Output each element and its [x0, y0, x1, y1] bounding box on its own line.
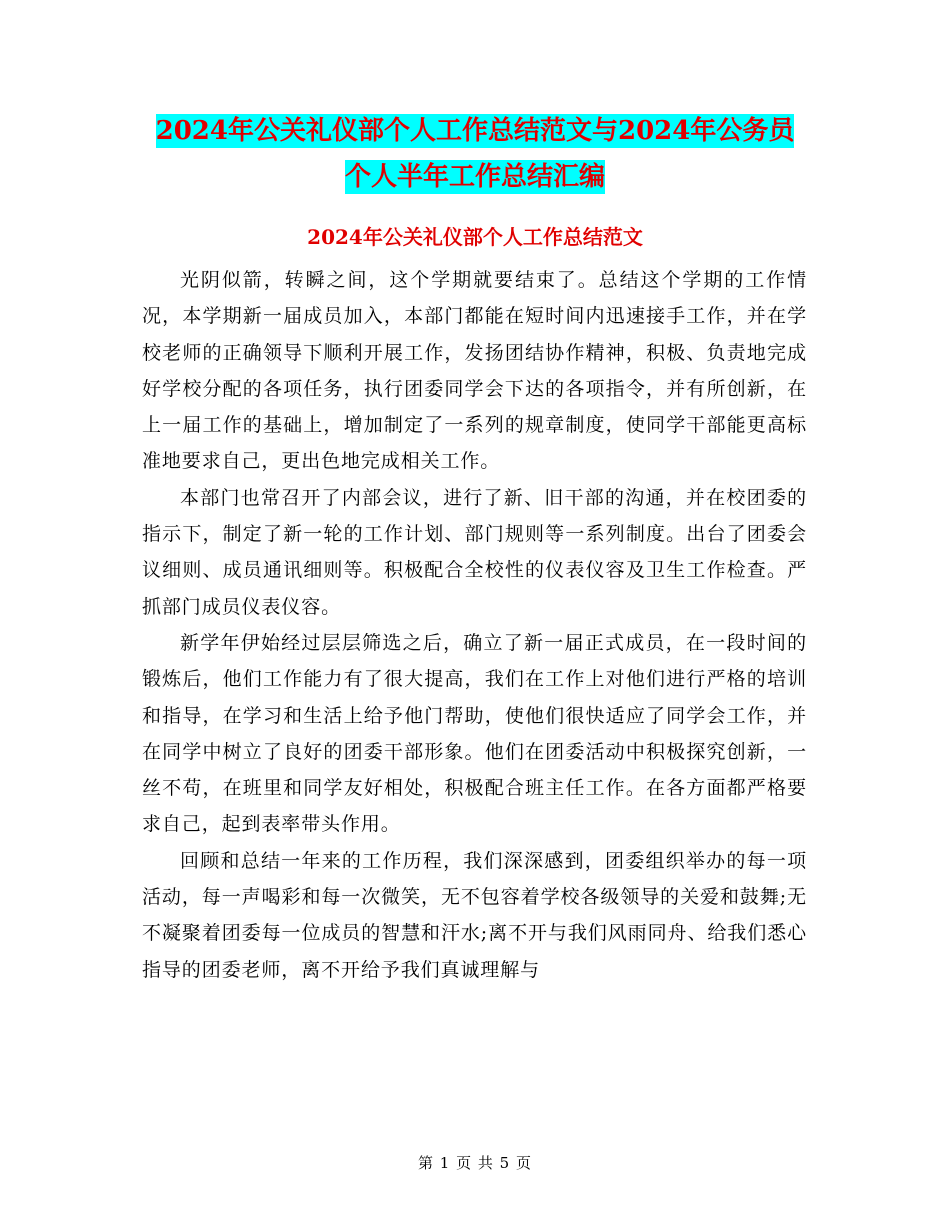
title-line-1: 2024年公关礼仪部个人工作总结范文与2024年公务员 — [155, 116, 795, 146]
paragraph-4: 回顾和总结一年来的工作历程，我们深深感到，团委组织举办的每一项活动，每一声喝彩和每一次微笑，无不包容着学校各级领导的关爱和鼓舞;无不凝聚着团委每一位成员的智慧和汗水;离不开与我们风雨同舟、给我们悉心指导的团委老师，离不开给予我们真诚理解与 — [142, 849, 807, 981]
paragraph-1: 光阴似箭，转瞬之间，这个学期就要结束了。总结这个学期的工作情况，本学期新一届成员加入，本部门都能在短时间内迅速接手工作，并在学校老师的正确领导下顺利开展工作，发扬团结协作精神，积极、负责地完成好学校分配的各项任务，执行团委同学会下达的各项指令，并有所创新，在上一届工作的基础上，增加制定了一系列的规章制度，使同学干部能更高标准地要求自己，更出色地完成相关工作。 — [142, 269, 807, 473]
section-heading: 2024年公关礼仪部个人工作总结范文 — [307, 225, 643, 249]
paragraph-2: 本部门也常召开了内部会议，进行了新、旧干部的沟通，并在校团委的指示下，制定了新一轮的工作计划、部门规则等一系列制度。出台了团委会议细则、成员通讯细则等。积极配合全校性的仪表仪容及卫生工作检查。严抓部门成员仪表仪容。 — [142, 486, 807, 618]
paragraph-3: 新学年伊始经过层层筛选之后，确立了新一届正式成员，在一段时间的锻炼后，他们工作能力有了很大提高，我们在工作上对他们进行严格的培训和指导，在学习和生活上给予他门帮助，使他们很快适应了同学会工作，并在同学中树立了良好的团委干部形象。他们在团委活动中积极探究创新，一丝不苟，在班里和同学友好相处，积极配合班主任工作。在各方面都严格要求自己，起到表率带头作用。 — [142, 631, 807, 836]
page-number-footer: 第 1 页 共 5 页 — [418, 1154, 532, 1172]
document-title — [0, 108, 950, 200]
title-line-2: 个人半年工作总结汇编 — [344, 162, 605, 192]
document-body — [142, 262, 807, 988]
